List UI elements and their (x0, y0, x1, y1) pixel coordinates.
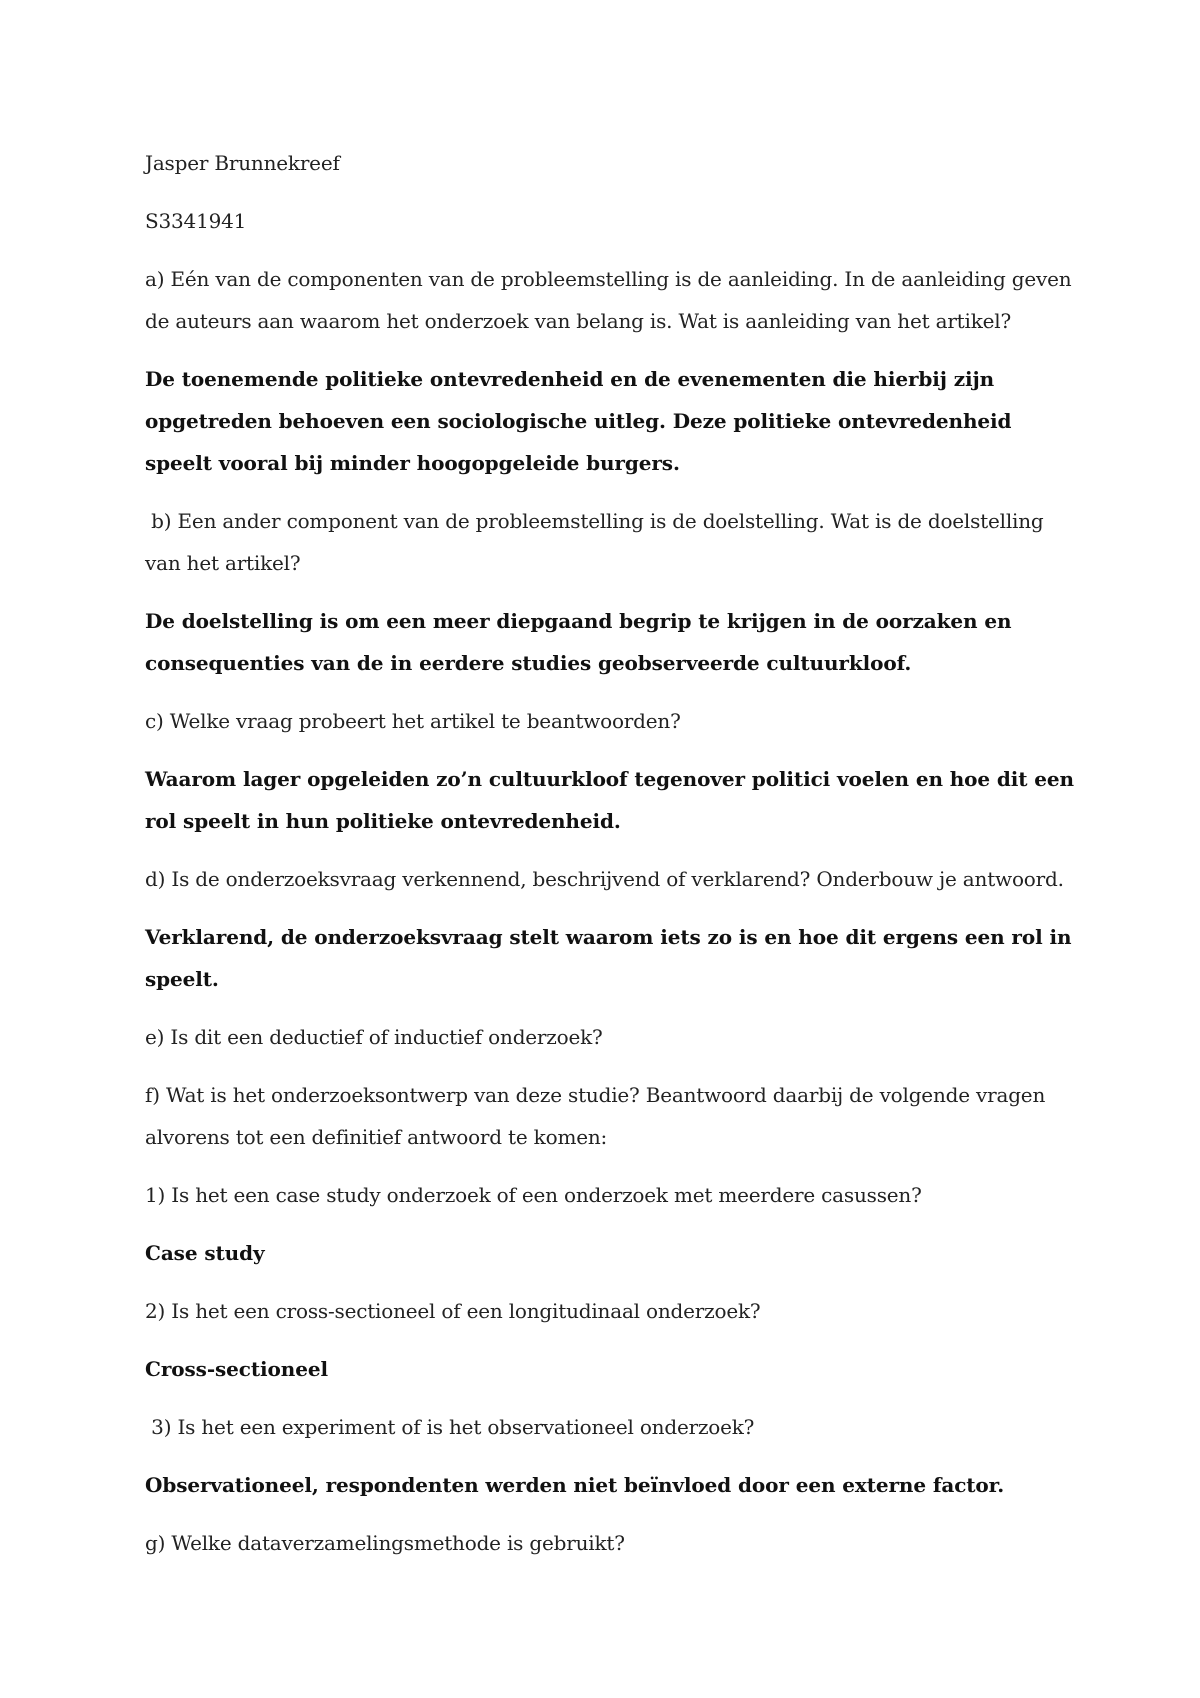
answer-a: De toenemende politieke ontevredenheid en de evenementen die hierbij zijn opgetreden behoeven een sociologische uitleg. Deze politieke ontevredenheid speelt vooral bij minder hoogopgeleide burgers. (145, 367, 1012, 475)
answer-f-1: Case study (145, 1241, 265, 1265)
question-d: d) Is de onderzoeksvraag verkennend, beschrijvend of verklarend? Onderbouw je antwoord. (145, 867, 1064, 891)
question-c: c) Welke vraag probeert het artikel te beantwoorden? (145, 709, 681, 733)
answer-f-2: Cross-sectioneel (145, 1357, 328, 1381)
answer-f-3: Observationeel, respondenten werden niet beïnvloed door een externe factor. (145, 1473, 1005, 1497)
question-f-2: 2) Is het een cross-sectioneel of een longitudinaal onderzoek? (145, 1299, 761, 1323)
question-a: a) Eén van de componenten van de probleemstelling is de aanleiding. In de aanleiding geven de auteurs aan waarom het onderzoek van belang is. Wat is aanleiding van het artikel? (145, 267, 1072, 333)
student-number: S3341941 (145, 209, 247, 233)
question-e: e) Is dit een deductief of inductief onderzoek? (145, 1025, 603, 1049)
question-b: b) Een ander component van de probleemstelling is de doelstelling. Wat is de doelstelling van het artikel? (145, 509, 1050, 575)
document-body (145, 142, 1075, 1580)
answer-c: Waarom lager opgeleiden zo’n cultuurkloof tegenover politici voelen en hoe dit een rol speelt in hun politieke ontevredenheid. (145, 767, 1074, 833)
question-f: f) Wat is het onderzoeksontwerp van deze studie? Beantwoord daarbij de volgende vragen alvorens tot een definitief antwoord te komen: (145, 1083, 1046, 1149)
answer-b: De doelstelling is om een meer diepgaand begrip te krijgen in de oorzaken en consequenties van de in eerdere studies geobserveerde cultuurkloof. (145, 609, 1012, 675)
question-g: g) Welke dataverzamelingsmethode is gebruikt? (145, 1531, 625, 1555)
question-f-3: 3) Is het een experiment of is het observationeel onderzoek? (145, 1415, 755, 1439)
author-name: Jasper Brunnekreef (145, 151, 340, 175)
question-f-1: 1) Is het een case study onderzoek of een onderzoek met meerdere casussen? (145, 1183, 922, 1207)
answer-d: Verklarend, de onderzoeksvraag stelt waarom iets zo is en hoe dit ergens een rol in speelt. (145, 925, 1072, 991)
